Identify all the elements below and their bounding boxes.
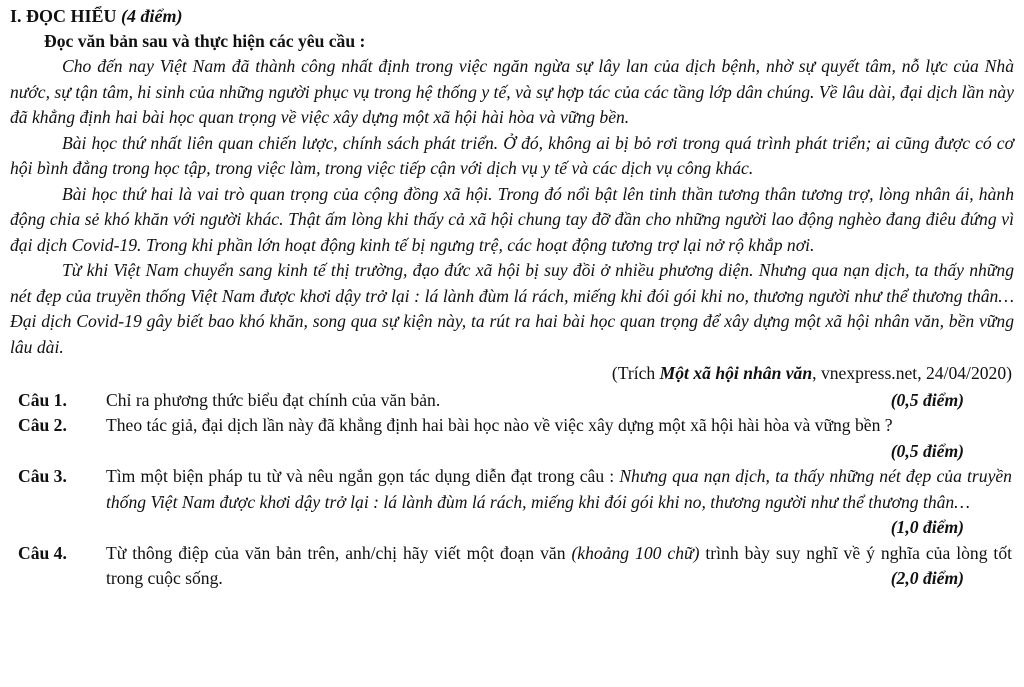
instruction: Đọc văn bản sau và thực hiện các yêu cầu : — [44, 31, 366, 51]
question-1 — [10, 388, 1014, 414]
passage-source — [10, 361, 1014, 387]
passage-paragraph: Bài học thứ hai là vai trò quan trọng của cộng đồng xã hội. Trong đó nổi bật lên tinh thần tương thân tương trợ, lòng nhân ái, hành động chia sẻ khó khăn với người khác. Thật ấm lòng khi thấy cả xã hội chung tay đỡ đần cho những người lao động nghèo đang điêu đứng vì đại dịch Covid-19. Trong khi phần lớn hoạt động kinh tế bị ngưng trệ, các hoạt động tương trợ lại nở rộ khắp nơi. — [10, 183, 1014, 255]
question-label: Câu 3. — [18, 466, 67, 486]
source-suffix: , vnexpress.net, 24/04/2020) — [812, 363, 1012, 383]
question-score: (1,0 điểm) — [890, 517, 964, 537]
passage-paragraph: Từ khi Việt Nam chuyển sang kinh tế thị trường, đạo đức xã hội bị suy đồi ở nhiều phương diện. Nhưng qua nạn dịch, ta thấy những nét đẹp của truyền thống Việt Nam được khơi dậy trở lại : lá lành đùm lá rách, miếng khi đói gói khi no, thương người như thể thương thân… Đại dịch Covid-19 gây biết bao khó khăn, song qua sự kiện này, ta rút ra hai bài học quan trọng để xây dựng một xã hội nhân văn, bền vững lâu dài. — [10, 260, 1014, 357]
question-body — [106, 464, 1014, 541]
section-title — [10, 4, 1014, 28]
source-title: Một xã hội nhân văn — [659, 363, 813, 383]
question-label: Câu 1. — [18, 389, 67, 410]
question-label: Câu 2. — [18, 415, 67, 435]
question-2 — [10, 413, 1014, 464]
question-text: Tìm một biện pháp tu từ và nêu ngắn gọn tác dụng diễn đạt trong câu : — [106, 466, 620, 486]
passage-paragraph: Cho đến nay Việt Nam đã thành công nhất định trong việc ngăn ngừa sự lây lan của dịch bệnh, nhờ sự quyết tâm, nỗ lực của Nhà nước, sự tận tâm, hi sinh của những người phục vụ trong hệ thống y tế, và sự hợp tác của các tầng lớp dân chúng. Về lâu dài, đại dịch lần này đã khẳng định hai bài học quan trọng về việc xây dựng một xã hội hài hòa và vững bền. — [10, 56, 1014, 127]
question-list — [10, 388, 1014, 592]
question-word-limit: (khoảng 100 chữ) — [571, 542, 700, 563]
section-heading: I. ĐỌC HIỂU — [10, 6, 117, 26]
reading-passage — [10, 54, 1014, 360]
question-body — [106, 388, 1014, 414]
question-body — [106, 413, 1014, 464]
question-3 — [10, 464, 1014, 541]
question-score: (0,5 điểm) — [890, 440, 964, 461]
question-label: Câu 4. — [18, 542, 67, 563]
question-text: Chỉ ra phương thức biểu đạt chính của văn bản. — [106, 389, 441, 410]
source-prefix: (Trích — [611, 363, 660, 383]
question-quote: Nhưng qua nạn dịch, ta thấy những nét đẹp của truyền thống Việt Nam được khơi dậy trở lại : lá lành đùm lá rách, miếng khi đói gói khi no, thương người như thể thương thân… — [106, 466, 1012, 512]
question-score: (0,5 điểm) — [890, 389, 964, 410]
question-score: (2,0 điểm) — [890, 568, 964, 588]
question-text-cont: trình bày suy nghĩ về ý nghĩa của lòng tốt trong cuộc sống. — [106, 542, 1013, 588]
section-points: (4 điểm) — [121, 6, 183, 26]
question-text: Theo tác giả, đại dịch lần này đã khẳng định hai bài học nào về việc xây dựng một xã hội hài hòa và vững bền ? — [106, 415, 893, 435]
question-4 — [10, 541, 1014, 592]
passage-paragraph: Bài học thứ nhất liên quan chiến lược, chính sách phát triển. Ở đó, không ai bị bỏ rơi trong quá trình phát triển; ai cũng được có cơ hội bình đẳng trong học tập, trong việc làm, trong việc tiếp cận với dịch vụ y tế và các dịch vụ công khác. — [10, 132, 1014, 178]
question-text: Từ thông điệp của văn bản trên, anh/chị hãy viết một đoạn văn — [106, 542, 572, 563]
question-body — [106, 541, 1014, 592]
